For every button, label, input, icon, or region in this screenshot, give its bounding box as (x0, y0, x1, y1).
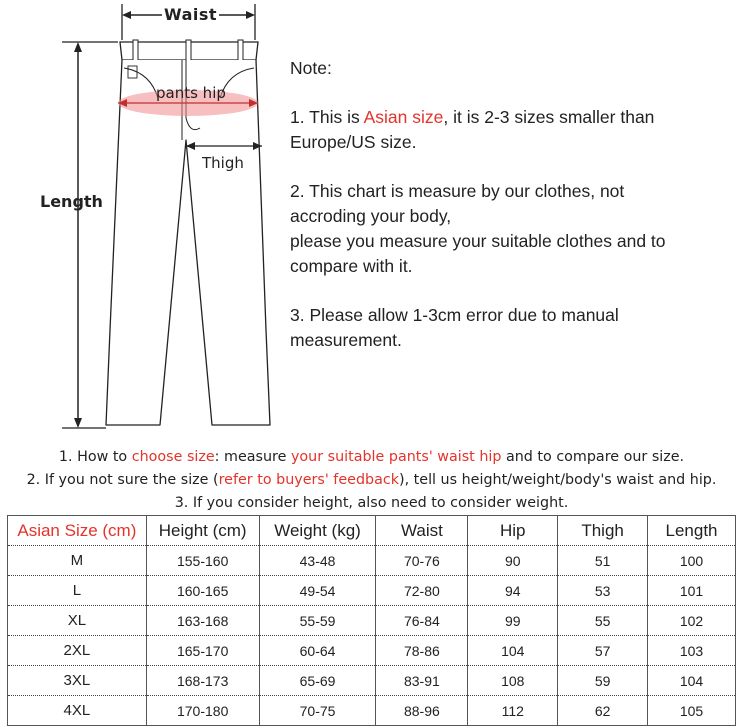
column-header: Waist (376, 516, 468, 546)
note-2-line3: please you measure your suitable clothes and to (290, 231, 666, 251)
table-cell: 165-170 (146, 636, 259, 666)
table-cell: 3XL (8, 666, 147, 696)
instruction-2-text: ), tell us height/weight/body's waist and hip. (399, 472, 717, 488)
table-cell: 170-180 (146, 696, 259, 726)
column-header: Weight (kg) (259, 516, 376, 546)
table-cell: 101 (648, 576, 736, 606)
table-cell: XL (8, 606, 147, 636)
table-cell: 108 (468, 666, 558, 696)
belt-loop (133, 40, 138, 62)
table-cell: 53 (558, 576, 648, 606)
table-cell: 160-165 (146, 576, 259, 606)
table-cell: 83-91 (376, 666, 468, 696)
column-header: Height (cm) (146, 516, 259, 546)
asian-size-highlight: Asian size (363, 107, 444, 127)
table-cell: 72-80 (376, 576, 468, 606)
size-chart-table (7, 515, 736, 726)
table-row (8, 696, 736, 726)
thigh-label: Thigh (202, 154, 244, 172)
table-cell: 104 (468, 636, 558, 666)
table-cell: 55 (558, 606, 648, 636)
belt-loop (186, 40, 191, 62)
table-cell: 4XL (63, 702, 91, 719)
table-cell: 49-54 (259, 576, 376, 606)
table-cell: 99 (468, 606, 558, 636)
table-cell: 104 (648, 666, 736, 696)
table-cell: 65-69 (259, 666, 376, 696)
table-row (8, 636, 736, 666)
table-cell: 102 (648, 606, 736, 636)
table-cell: 105 (648, 696, 736, 726)
table-cell: M (8, 546, 147, 576)
table-cell: 78-86 (376, 636, 468, 666)
table-row (8, 666, 736, 696)
instruction-2 (0, 469, 743, 492)
instructions (0, 446, 743, 515)
instruction-1-text: 1. How to (58, 449, 132, 465)
table-cell: 59 (558, 666, 648, 696)
table-cell: 103 (648, 636, 736, 666)
note-1-line2: Europe/US size. (290, 132, 417, 152)
notes-block (290, 56, 740, 353)
choose-size-highlight: choose size (131, 449, 215, 465)
note-3-line2: measurement. (290, 330, 402, 350)
table-row (8, 576, 736, 606)
length-arrow-bottom-head (74, 418, 82, 428)
waist-arrow-left-head (122, 11, 131, 19)
table-cell: 76-84 (376, 606, 468, 636)
pants-diagram (0, 0, 290, 440)
instruction-1 (0, 446, 743, 469)
instruction-3: 3. If you consider height, also need to consider weight. (174, 495, 569, 511)
waist-arrow-right-head (246, 11, 255, 19)
pants-illustration (0, 0, 290, 440)
waist-hip-highlight: your suitable pants' waist hip (290, 449, 502, 465)
table-cell: L (8, 576, 147, 606)
note-1-prefix: 1. This is (290, 107, 364, 127)
table-cell: 57 (558, 636, 648, 666)
notes-heading: Note: (290, 58, 332, 78)
table-cell: 2XL (8, 636, 147, 666)
table-cell: 163-168 (146, 606, 259, 636)
column-header: Length (648, 516, 736, 546)
column-header: Hip (468, 516, 558, 546)
note-2-line4: compare with it. (290, 256, 413, 276)
note-1 (290, 105, 740, 130)
note-2-line2: accroding your body, (290, 206, 452, 226)
table-cell: 62 (558, 696, 648, 726)
note-3-line1: 3. Please allow 1-3cm error due to manual (290, 305, 619, 325)
table-cell: 60-64 (259, 636, 376, 666)
table-cell: 100 (648, 546, 736, 576)
table-cell: 90 (468, 546, 558, 576)
table-cell: 70-75 (259, 696, 376, 726)
length-arrow-top-head (74, 42, 82, 52)
instruction-1-text: and to compare our size. (501, 449, 685, 465)
table-cell: 155-160 (146, 546, 259, 576)
table-header-row (8, 516, 736, 546)
pants-hip-label: pants hip (156, 84, 226, 102)
table-cell: 55-59 (259, 606, 376, 636)
column-header: Asian Size (cm) (8, 516, 147, 546)
table-cell: 94 (468, 576, 558, 606)
instruction-2-text: 2. If you not sure the size ( (26, 472, 219, 488)
buyers-feedback-highlight: refer to buyers' feedback (218, 472, 399, 488)
table-cell: 70-76 (376, 546, 468, 576)
note-2-line1: 2. This chart is measure by our clothes, not (290, 181, 625, 201)
waist-label: Waist (164, 5, 218, 24)
table-cell: 43-48 (259, 546, 376, 576)
table-cell: 51 (558, 546, 648, 576)
table-cell: 112 (468, 696, 558, 726)
instruction-1-text: : measure (214, 449, 291, 465)
table-cell: 88-96 (376, 696, 468, 726)
table-cell: 168-173 (146, 666, 259, 696)
column-header: Thigh (558, 516, 648, 546)
belt-loop (238, 40, 243, 62)
length-label: Length (40, 192, 103, 211)
table-row (8, 546, 736, 576)
table-row (8, 606, 736, 636)
note-1-suffix: , it is 2-3 sizes smaller than (443, 107, 655, 127)
